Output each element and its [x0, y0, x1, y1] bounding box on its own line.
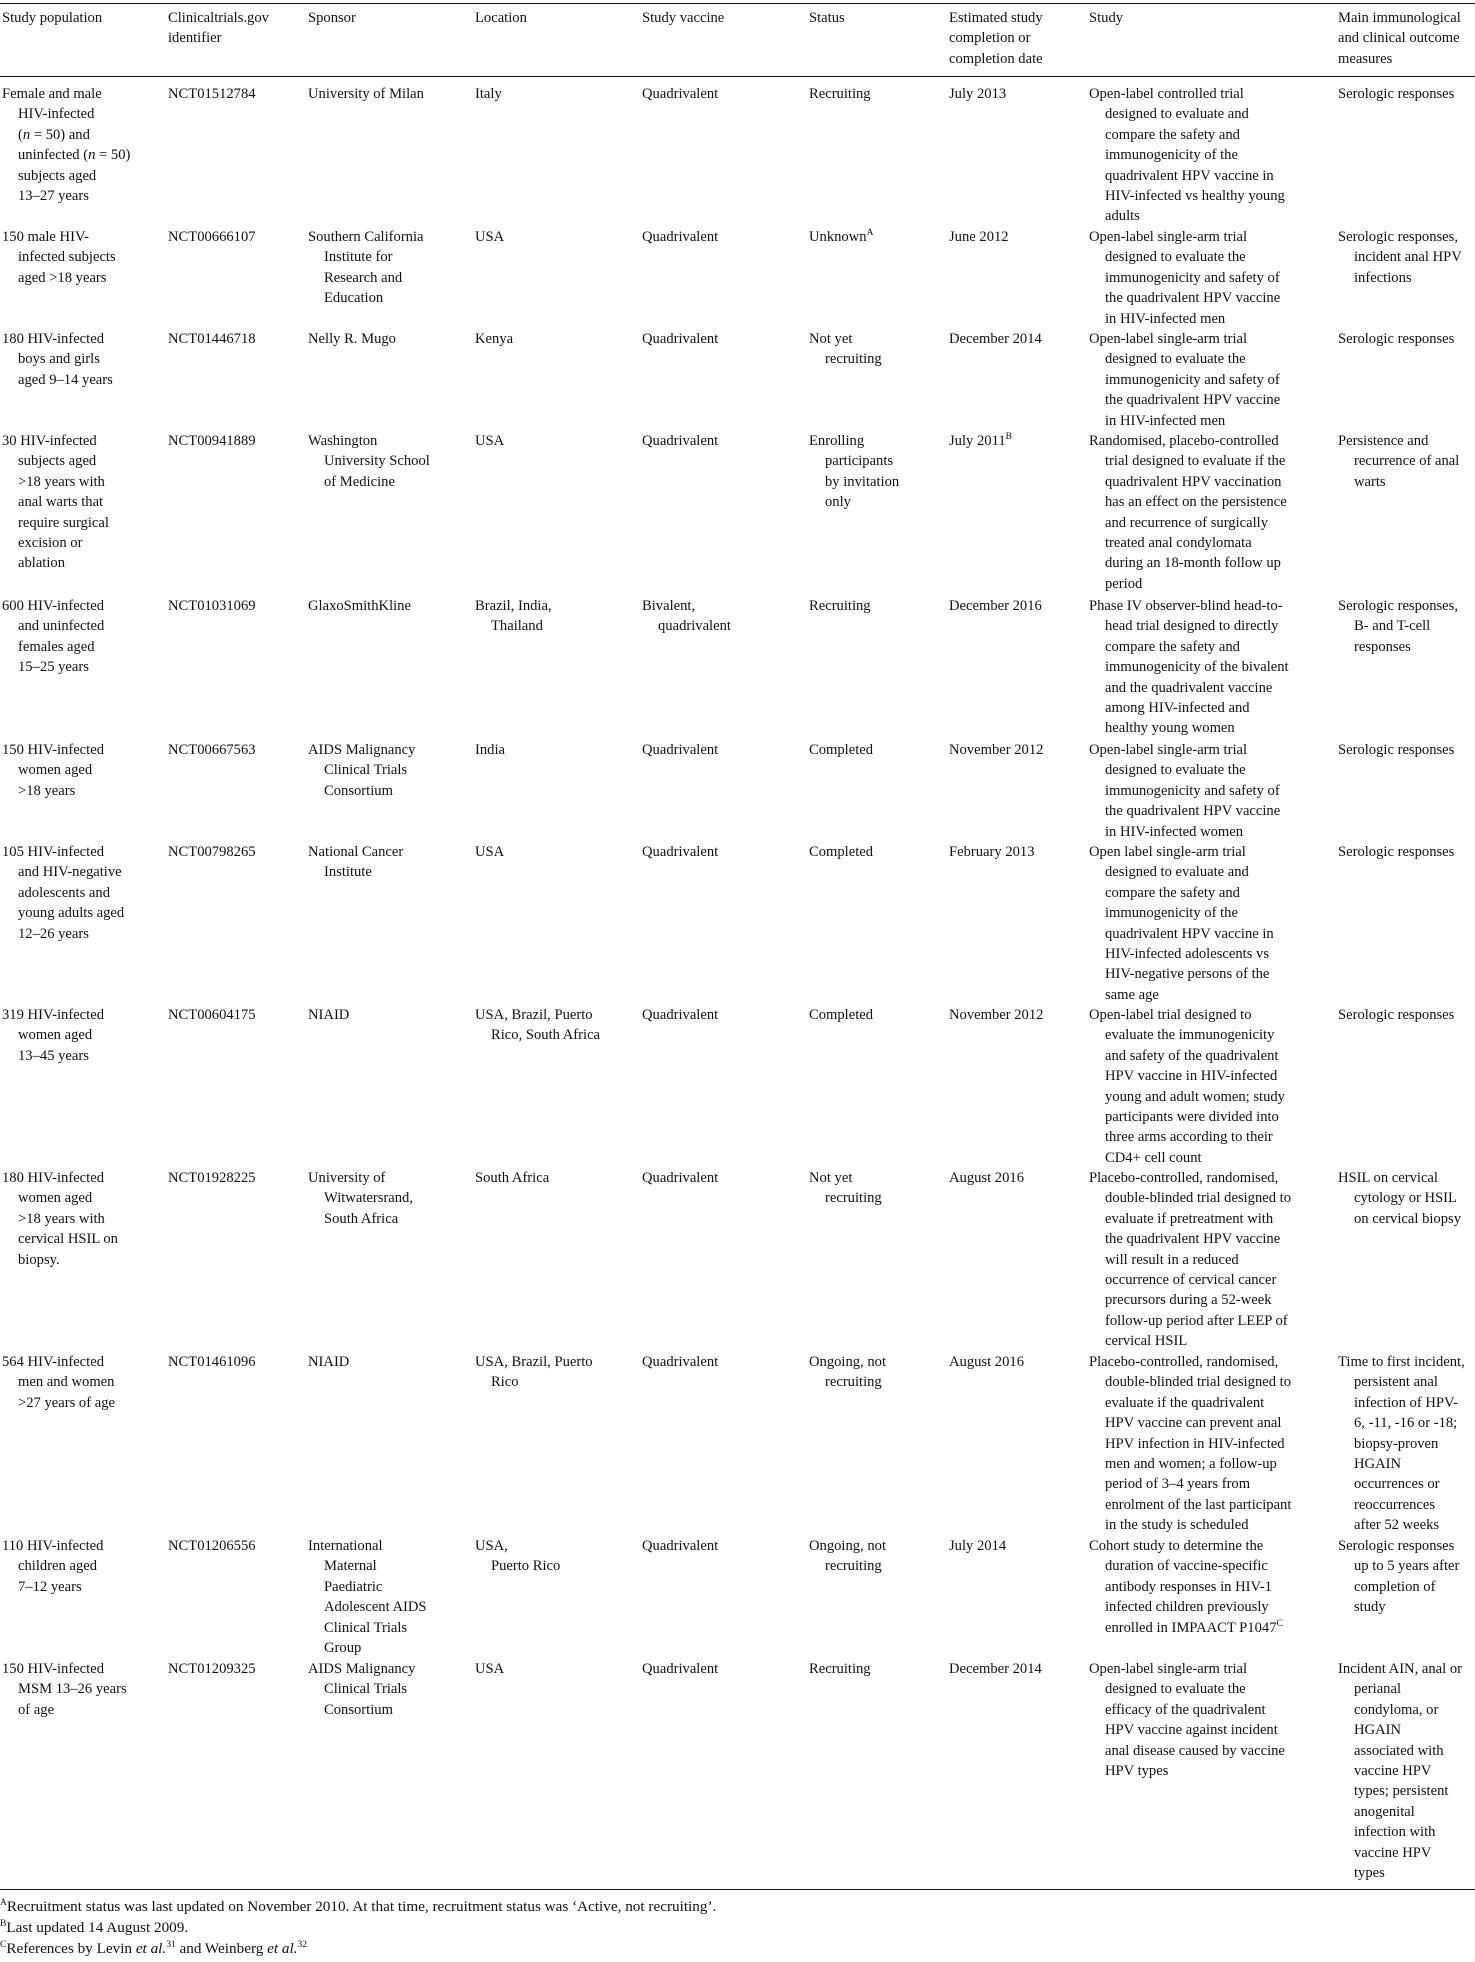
cell-population: 105 HIV-infected and HIV-negative adolescents and young adults aged 12–26 years	[2, 844, 125, 942]
cell-completion: July 2014	[949, 1538, 1007, 1554]
cell-location: USA, Brazil, Puerto Rico	[475, 1354, 593, 1391]
cell-identifier: NCT00798265	[168, 844, 256, 860]
cell-status: Completed	[809, 844, 874, 860]
footnote: $^B$Last updated 14 August 2009.	[0, 1919, 189, 1936]
cell-status: Completed	[809, 1007, 874, 1023]
cell-outcome: Serologic responses	[1338, 1007, 1455, 1023]
cell-study: Open-label controlled trial designed to evaluate and compare the safety and immunogenicity of the quadrivalent HPV vaccine in HIV-infected vs healthy young adults	[1089, 86, 1285, 225]
cell-identifier: NCT00666107	[168, 229, 256, 245]
cell-status: Completed	[809, 742, 874, 758]
header-rule	[0, 76, 1475, 77]
cell-study: Placebo-controlled, randomised, double-blinded trial designed to evaluate if the quadrivalent HPV vaccine can prevent anal HPV infection in HIV-infected men and women; a follow-up period of 3–4 years from enrolment of the last participant in the study is scheduled	[1089, 1354, 1292, 1534]
table-bottom-rule	[0, 1889, 1475, 1890]
cell-identifier: NCT00941889	[168, 433, 256, 449]
cell-identifier: NCT00604175	[168, 1007, 256, 1023]
cell-population: 180 HIV-infected boys and girls aged 9–14 years	[2, 331, 113, 388]
cell-outcome: Serologic responses, B- and T-cell responses	[1338, 598, 1458, 655]
cell-status: Recruiting	[809, 598, 871, 614]
cell-location: USA, Puerto Rico	[475, 1538, 561, 1575]
cell-sponsor: NIAID	[308, 1007, 350, 1023]
cell-vaccine: Quadrivalent	[642, 1170, 719, 1186]
cell-location: Italy	[475, 86, 502, 102]
cell-status: Not yet recruiting	[809, 1170, 882, 1207]
cell-outcome: Serologic responses	[1338, 844, 1455, 860]
cell-vaccine: Quadrivalent	[642, 433, 719, 449]
cell-outcome: Serologic responses, incident anal HPV infections	[1338, 229, 1462, 286]
cell-outcome: Incident AIN, anal or perianal condyloma, or HGAIN associated with vaccine HPV types; persistent anogenital infection with vaccine HPV types	[1338, 1661, 1463, 1882]
column-header-location: Location	[475, 10, 527, 26]
cell-vaccine: Quadrivalent	[642, 229, 719, 245]
cell-identifier: NCT00667563	[168, 742, 256, 758]
cell-identifier: NCT01512784	[168, 86, 256, 102]
cell-location: USA	[475, 433, 505, 449]
cell-population: 180 HIV-infected women aged >18 years with cervical HSIL on biopsy.	[2, 1170, 118, 1268]
cell-completion: February 2013	[949, 844, 1035, 860]
cell-identifier: NCT01031069	[168, 598, 256, 614]
cell-completion: November 2012	[949, 742, 1044, 758]
cell-completion: July 2013	[949, 86, 1007, 102]
cell-status: Ongoing, not recruiting	[809, 1354, 887, 1391]
column-header-population: Study population	[2, 10, 103, 26]
cell-status: Not yet recruiting	[809, 331, 882, 368]
cell-vaccine: Quadrivalent	[642, 844, 719, 860]
cell-vaccine: Quadrivalent	[642, 86, 719, 102]
cell-completion: November 2012	[949, 1007, 1044, 1023]
cell-population: 150 male HIV- infected subjects aged >18 years	[2, 229, 116, 286]
cell-identifier: NCT01209325	[168, 1661, 256, 1677]
cell-sponsor: AIDS Malignancy Clinical Trials Consortium	[308, 1661, 416, 1718]
cell-study: Placebo-controlled, randomised, double-blinded trial designed to evaluate if pretreatment with the quadrivalent HPV vaccine will result in a reduced occurrence of cervical cancer precursors during a 52-week follow-up period after LEEP of cervical HSIL	[1089, 1170, 1292, 1350]
cell-vaccine: Quadrivalent	[642, 742, 719, 758]
cell-sponsor: AIDS Malignancy Clinical Trials Consortium	[308, 742, 416, 799]
cell-study: Cohort study to determine the duration of vaccine-specific antibody responses in HIV-1 infected children previously enrolled in IMPAACT $P1047^C$	[1089, 1538, 1283, 1636]
cell-study: Open-label trial designed to evaluate the immunogenicity and safety of the quadrivalent HPV vaccine in HIV-infected young and adult women; study participants were divided into three arms according to their CD4+ cell count	[1089, 1007, 1285, 1166]
cell-location: USA	[475, 844, 505, 860]
cell-population: 150 HIV-infected women aged >18 years	[2, 742, 104, 799]
cell-outcome: Serologic responses	[1338, 86, 1455, 102]
column-header-status: Status	[809, 10, 845, 26]
table-top-rule	[0, 3, 1475, 4]
cell-location: USA	[475, 229, 505, 245]
cell-vaccine: Bivalent, quadrivalent	[642, 598, 731, 635]
cell-identifier: NCT01928225	[168, 1170, 256, 1186]
cell-population: Female and male HIV-infected (n = 50) and uninfected (n = 50) subjects aged 13–27 years	[2, 86, 131, 205]
cell-completion: August 2016	[949, 1354, 1024, 1370]
cell-completion: August 2016	[949, 1170, 1024, 1186]
column-header-outcome: Main immunological and clinical outcome measures	[1338, 10, 1461, 67]
cell-outcome: Serologic responses	[1338, 742, 1455, 758]
cell-study: Open-label single-arm trial designed to evaluate the immunogenicity and safety of the quadrivalent HPV vaccine in HIV-infected men	[1089, 331, 1281, 429]
cell-status: Unknown$^A$	[809, 228, 874, 245]
cell-sponsor: University of Milan	[308, 86, 424, 102]
cell-completion: December 2016	[949, 598, 1042, 614]
footnote: $^C$References by Levin et al.$^{31}$ and Weinberg et al.$^{32}$	[0, 1940, 307, 1957]
cell-sponsor: Washington University School of Medicine	[308, 433, 430, 490]
column-header-vaccine: Study vaccine	[642, 10, 725, 26]
cell-completion: June 2012	[949, 229, 1009, 245]
cell-location: Kenya	[475, 331, 514, 347]
cell-study: Open label single-arm trial designed to evaluate and compare the safety and immunogenicity of the quadrivalent HPV vaccine in HIV-infected adolescents vs HIV-negative persons of the same age	[1089, 844, 1274, 1003]
cell-population: 30 HIV-infected subjects aged >18 years with anal warts that require surgical excision or ablation	[2, 433, 109, 572]
cell-study: Open-label single-arm trial designed to evaluate the immunogenicity and safety of the quadrivalent HPV vaccine in HIV-infected men	[1089, 229, 1281, 327]
cell-status: Enrolling participants by invitation only	[809, 433, 900, 511]
cell-outcome: Persistence and recurrence of anal warts	[1338, 433, 1460, 490]
cell-status: Ongoing, not recruiting	[809, 1538, 887, 1575]
cell-sponsor: Southern California Institute for Research and Education	[308, 229, 424, 307]
cell-status: Recruiting	[809, 86, 871, 102]
cell-study: Open-label single-arm trial designed to evaluate the immunogenicity and safety of the quadrivalent HPV vaccine in HIV-infected women	[1089, 742, 1281, 840]
table-footnotes	[0, 1896, 716, 1959]
cell-location: Brazil, India, Thailand	[475, 598, 552, 635]
cell-completion: December 2014	[949, 331, 1042, 347]
cell-sponsor: GlaxoSmithKline	[308, 598, 411, 614]
cell-sponsor: National Cancer Institute	[308, 844, 404, 881]
column-header-study: Study	[1089, 10, 1124, 26]
cell-identifier: NCT01206556	[168, 1538, 256, 1554]
cell-sponsor: NIAID	[308, 1354, 350, 1370]
cell-location: South Africa	[475, 1170, 550, 1186]
cell-outcome: Time to first incident, persistent anal infection of HPV- 6, -11, -16 or -18; biopsy-proven HGAIN occurrences or reoccurrences after 52 weeks	[1338, 1354, 1465, 1534]
cell-study: Randomised, placebo-controlled trial designed to evaluate if the quadrivalent HPV vaccination has an effect on the persistence and recurrence of surgically treated anal condylomata during an 18-month follow up period	[1089, 433, 1287, 592]
cell-sponsor: University of Witwatersrand, South Africa	[308, 1170, 413, 1227]
cell-population: 600 HIV-infected and uninfected females aged 15–25 years	[2, 598, 105, 676]
cell-population: 110 HIV-infected children aged 7–12 years	[2, 1538, 104, 1595]
cell-study: Phase IV observer-blind head-to- head trial designed to directly compare the safety and immunogenicity of the bivalent and the quadrivalent vaccine among HIV-infected and healthy young women	[1089, 598, 1289, 737]
cell-identifier: NCT01461096	[168, 1354, 256, 1370]
cell-study: Open-label single-arm trial designed to evaluate the efficacy of the quadrivalent HPV vaccine against incident anal disease caused by vaccine HPV types	[1089, 1661, 1285, 1780]
cell-status: Recruiting	[809, 1661, 871, 1677]
cell-sponsor: International Maternal Paediatric Adolescent AIDS Clinical Trials Group	[308, 1538, 427, 1657]
cell-location: USA, Brazil, Puerto Rico, South Africa	[475, 1007, 601, 1044]
cell-outcome: Serologic responses up to 5 years after completion of study	[1338, 1538, 1460, 1616]
cell-population: 150 HIV-infected MSM 13–26 years of age	[2, 1661, 127, 1718]
cell-vaccine: Quadrivalent	[642, 1538, 719, 1554]
cell-completion: December 2014	[949, 1661, 1042, 1677]
cell-identifier: NCT01446718	[168, 331, 256, 347]
cell-location: USA	[475, 1661, 505, 1677]
cell-outcome: Serologic responses	[1338, 331, 1455, 347]
column-header-sponsor: Sponsor	[308, 10, 356, 26]
cell-vaccine: Quadrivalent	[642, 1354, 719, 1370]
column-header-completion: Estimated study completion or completion date	[949, 10, 1043, 67]
cell-vaccine: Quadrivalent	[642, 331, 719, 347]
cell-population: 564 HIV-infected men and women >27 years of age	[2, 1354, 115, 1411]
cell-vaccine: Quadrivalent	[642, 1007, 719, 1023]
footnote: $^A$Recruitment status was last updated on November 2010. At that time, recruitment status was ‘Active, not recruiting’.	[0, 1898, 717, 1915]
cell-vaccine: Quadrivalent	[642, 1661, 719, 1677]
cell-population: 319 HIV-infected women aged 13–45 years	[2, 1007, 104, 1064]
column-header-identifier: Clinicaltrials.gov identifier	[168, 10, 269, 47]
cell-completion: July $2011^B$	[949, 432, 1012, 449]
cell-location: India	[475, 742, 505, 758]
cell-outcome: HSIL on cervical cytology or HSIL on cervical biopsy	[1338, 1170, 1461, 1227]
cell-sponsor: Nelly R. Mugo	[308, 331, 396, 347]
